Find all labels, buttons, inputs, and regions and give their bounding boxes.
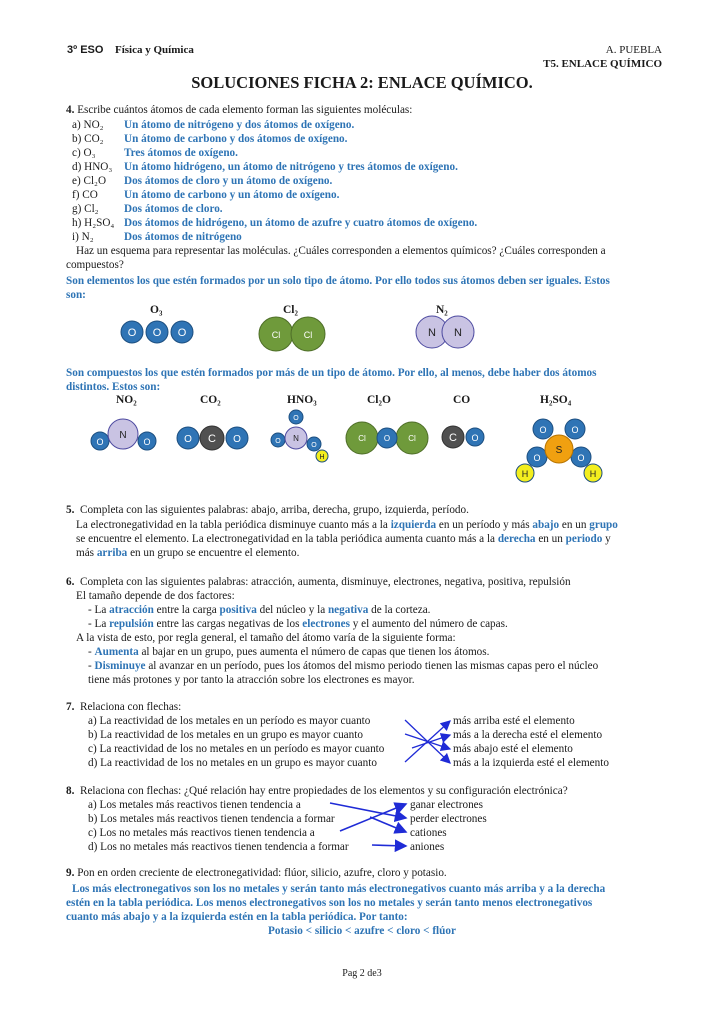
q6-prompt: 6. Completa con las siguientes palabras: atracción, aumenta, disminuye, electrones, negativa, positiva, repulsión <box>66 576 571 588</box>
q5-line-2: se encuentre el elemento. La electronegatividad en la tabla periódica aumenta cuanto más a la derecha en un periodo y <box>76 533 611 545</box>
label-co: CO <box>453 394 471 406</box>
q8-right-1: ganar electrones <box>410 799 483 811</box>
atom-symbol: N <box>454 327 462 339</box>
label-o3: O₃ <box>150 304 163 316</box>
q7-right-2: más a la derecha esté el elemento <box>453 729 603 741</box>
atom-symbol: O <box>233 434 241 445</box>
q5-line-3: más arriba en un grupo se encuentre el elemento. <box>76 547 300 559</box>
atom-symbol: O <box>383 434 391 443</box>
q6-rule-2: - Disminuye al avanzar en un período, pues los átomos del mismo periodo tienen las mismas capas pero el núcleo <box>88 660 599 672</box>
q7-left-c: c) La reactividad de los no metales en un período es mayor cuanto <box>88 743 385 755</box>
atom-symbol: O <box>577 453 585 463</box>
q9-answer-3: cuanto más abajo y a la izquierda estén en la tabla periódica. Por tanto: <box>66 911 408 923</box>
unit-label: T5. ENLACE QUÍMICO <box>543 58 662 70</box>
atom-symbol: O <box>152 327 162 339</box>
q4-item: i) N₂ Dos átomos de nitrógeno <box>72 231 242 243</box>
atom-symbol: H <box>521 469 529 479</box>
q9-prompt: 9. Pon en orden creciente de electronegatividad: flúor, silicio, azufre, cloro y potasio. <box>66 867 447 879</box>
atom-symbol: N <box>293 434 299 443</box>
q6-factor-1: - La atracción entre la carga positiva del núcleo y la negativa de la corteza. <box>88 604 431 616</box>
atom-symbol: O <box>143 437 151 447</box>
label-cl2: Cl₂ <box>283 304 298 316</box>
q6-rule-1: - Aumenta al bajar en un grupo, pues aumenta el número de capas que tienen los átomos. <box>88 646 490 658</box>
q4-elements-text: Son elementos los que estén formados por un solo tipo de átomo. Por ello todos sus átomos deben ser iguales. Estos <box>66 275 610 287</box>
atom-symbol: Cl <box>358 434 366 443</box>
q7-right-1: más arriba esté el elemento <box>453 715 575 727</box>
label-no2: NO₂ <box>116 394 137 406</box>
atom-symbol: O <box>293 415 299 422</box>
q4-item: e) Cl₂O Dos átomos de cloro y un átomo de oxígeno. <box>72 175 333 187</box>
q6-intro: El tamaño depende de dos factores: <box>76 590 235 602</box>
q6-rule: A la vista de esto, por regla general, el tamaño del átomo varía de la siguiente forma: <box>76 632 456 644</box>
q7-left-b: b) La reactividad de los metales en un grupo es mayor cuanto <box>88 729 363 741</box>
atom-symbol: O <box>571 425 579 435</box>
arrow <box>412 735 450 748</box>
q8-left-c: c) Los no metales más reactivos tienen tendencia a <box>88 827 315 839</box>
arrow <box>340 804 406 831</box>
atom-symbol: C <box>449 432 457 444</box>
q4-elements-text-cont: son: <box>66 289 86 301</box>
atom-symbol: Cl <box>408 434 416 443</box>
atom-symbol: O <box>539 425 547 435</box>
q8-prompt: 8. Relaciona con flechas: ¿Qué relación hay entre propiedades de los elementos y su configuración electrónica? <box>66 785 568 797</box>
q8-right-4: aniones <box>410 841 445 853</box>
q4-item: c) O₃ Tres átomos de oxígeno. <box>72 147 238 159</box>
q8-left-a: a) Los metales más reactivos tienen tendencia a <box>88 799 301 811</box>
q8-right-3: cationes <box>410 827 447 839</box>
q4-scheme-prompt: Haz un esquema para representar las moléculas. ¿Cuáles corresponden a elementos químicos? ¿Cuáles corresponden a <box>76 245 606 257</box>
q8-left-b: b) Los metales más reactivos tienen tendencia a formar <box>88 813 335 825</box>
q4-compounds-text: Son compuestos los que estén formados por más de un tipo de átomo. Por ello, al menos, debe haber dos átomos <box>66 367 597 379</box>
arrow <box>330 803 406 818</box>
atom-symbol: H <box>589 469 597 479</box>
q4-prompt: 4. Escribe cuántos átomos de cada elemento forman las siguientes moléculas: <box>66 104 413 116</box>
q4-item: b) CO₂ Un átomo de carbono y dos átomos de oxígeno. <box>72 133 348 145</box>
atom-symbol: O <box>184 434 192 445</box>
atom-symbol: O <box>96 437 104 447</box>
q4-item: f) CO Un átomo de carbono y un átomo de oxígeno. <box>72 189 340 201</box>
atom-symbol: O <box>533 453 541 463</box>
q9-answer-2: estén en la tabla periódica. Los menos electronegativos son los no metales y serán tanto menos electronegativos <box>66 897 593 909</box>
q4-compounds-text-cont: distintos. Estos son: <box>66 381 161 393</box>
atom-symbol: O <box>127 327 137 339</box>
atom-symbol: O <box>275 438 281 445</box>
subject-label: Física y Química <box>115 44 194 56</box>
q4-item: g) Cl₂ Dos átomos de cloro. <box>72 203 223 215</box>
page-number: Pag 2 de3 <box>342 968 382 979</box>
atom-symbol: S <box>555 445 563 456</box>
atom-symbol: O <box>311 442 317 449</box>
q8-right-2: perder electrones <box>410 813 487 825</box>
q9-order: Potasio < silicio < azufre < cloro < flúor <box>268 925 456 937</box>
q7-left-d: d) La reactividad de los no metales en un grupo es mayor cuanto <box>88 757 377 769</box>
q4-item: a) NO₂ Un átomo de nitrógeno y dos átomos de oxígeno. <box>72 119 355 131</box>
label-cl2o: Cl₂O <box>367 394 391 406</box>
q9-answer-1: Los más electronegativos son los no metales y serán tanto más electronegativos cuanto más arriba y a la derecha <box>72 883 606 895</box>
arrow <box>370 817 406 832</box>
arrow <box>372 845 406 846</box>
atom-symbol: O <box>177 327 187 339</box>
q7-prompt: 7. Relaciona con flechas: <box>66 701 182 713</box>
q4-item: d) HNO₃ Un átomo hidrógeno, un átomo de nitrógeno y tres átomos de oxígeno. <box>72 161 458 173</box>
label-n2: N₂ <box>436 304 448 316</box>
label-h2so4: H₂SO₄ <box>540 394 572 406</box>
q4-item: h) H₂SO₄ Dos átomos de hidrógeno, un átomo de azufre y cuatro átomos de oxígeno. <box>72 217 478 229</box>
atom-symbol: N <box>119 430 127 441</box>
atom-symbol: C <box>208 433 216 445</box>
atom-symbol: N <box>428 327 436 339</box>
q7-right-3: más abajo esté el elemento <box>453 743 573 755</box>
q6-rule-2-cont: tiene más protones y por tanto la atracción sobre los electrones es mayor. <box>88 674 415 686</box>
atom-symbol: Cl <box>303 330 313 340</box>
page-title: SOLUCIONES FICHA 2: ENLACE QUÍMICO. <box>191 73 533 92</box>
atom-symbol: H <box>319 454 325 461</box>
atom-symbol: Cl <box>271 330 281 340</box>
q5-line-1: La electronegatividad en la tabla periódica disminuye cuanto más a la izquierda en un período y más abajo en un grupo <box>76 519 618 531</box>
q6-factor-2: - La repulsión entre las cargas negativas de los electrones y el aumento del número de capas. <box>88 618 508 630</box>
course-label: 3º ESO <box>67 44 104 56</box>
q7-left-a: a) La reactividad de los metales en un período es mayor cuanto <box>88 715 371 727</box>
q8-left-d: d) Los no metales más reactivos tienen tendencia a formar <box>88 841 349 853</box>
q4-scheme-prompt-cont: compuestos? <box>66 259 124 271</box>
q5-prompt: 5. Completa con las siguientes palabras: abajo, arriba, derecha, grupo, izquierda, período. <box>66 504 469 516</box>
label-hno3: HNO₃ <box>287 394 317 406</box>
label-co2: CO₂ <box>200 394 221 406</box>
q7-right-4: más a la izquierda esté el elemento <box>453 757 609 769</box>
author-label: A. PUEBLA <box>605 44 662 56</box>
atom-symbol: O <box>471 433 479 443</box>
